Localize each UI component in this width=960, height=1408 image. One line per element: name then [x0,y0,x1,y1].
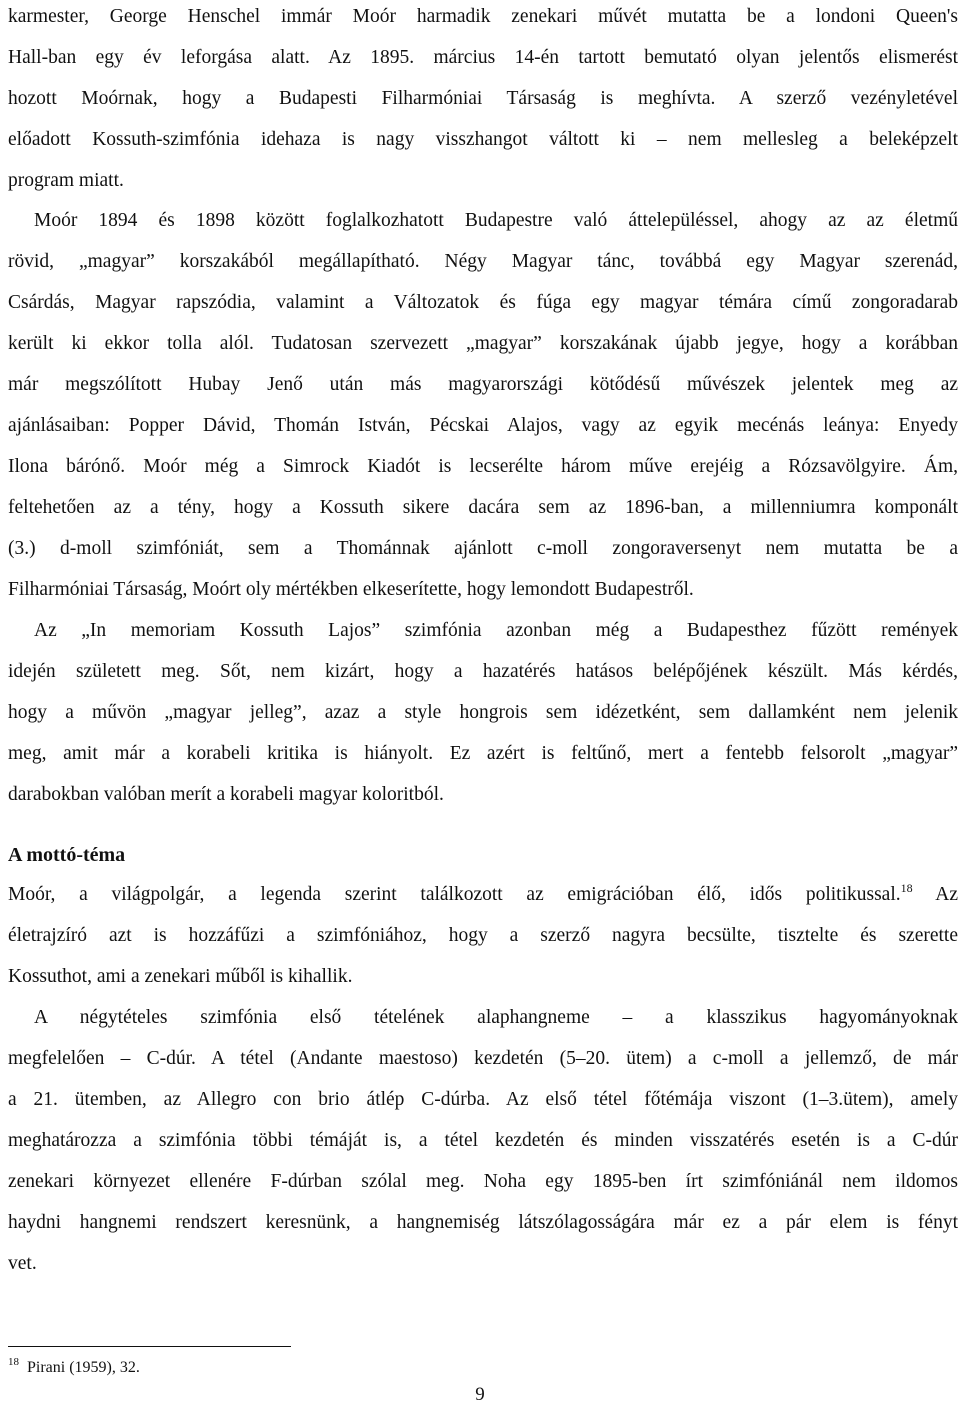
text-line: a 21. ütemben, az Allegro con brio átlép C-dúrba. Az első tétel főtémája viszont (1–3.ütem), amely [8,1089,958,1110]
text-line: meg, amit már a korabeli kritika is hiányolt. Ez azért is feltűnő, mert a fentebb felsorolt „magyar” [8,743,958,764]
text-line: életrajzíró azt is hozzáfűzi a szimfóniához, hogy a szerző nagyra becsülte, tisztelte és szerette [8,925,958,946]
text-line: darabokban valóban merít a korabeli magyar koloritból. [8,784,444,805]
text-line: Hall-ban egy év leforgása alatt. Az 1895. március 14-én tartott bemutató olyan jelentős elismerést [8,47,958,68]
text-line: Filharmóniai Társaság, Moórt oly mértékben elkeserítette, hogy lemondott Budapestről. [8,579,694,600]
text-line: vet. [8,1253,37,1274]
text-line: program miatt. [8,170,124,191]
page-number: 9 [475,1384,485,1405]
text-fragment: Az [935,884,958,905]
text-line: zenekari környezet ellenére F-dúrban szólal meg. Noha egy 1895-ben írt szimfóniánál nem ildomos [8,1171,958,1192]
text-line: rövid, „magyar” korszakából megállapítható. Négy Magyar tánc, továbbá egy Magyar szerenád, [8,251,958,272]
text-line: feltehetően az a tény, hogy a Kossuth sikere dacára sem az 1896-ban, a millenniumra komponált [8,497,958,518]
text-line: megfelelően – C-dúr. A tétel (Andante maestoso) kezdetén (5–20. ütem) a c-moll a jellemző, de már [8,1048,958,1069]
text-line: már megszólított Hubay Jenő után más magyarországi kötődésű művészek jelentek meg az [8,374,958,395]
section-heading: A mottó-téma [8,844,126,866]
text-line: haydni hangnemi rendszert keresnünk, a hangnemiség látszólagosságára már ez a pár elem is fényt [8,1212,958,1233]
text-line: Csárdás, Magyar rapszódia, valamint a Változatok és fúga egy magyar témára című zongoradarab [8,292,958,313]
footnote-mark: 18 [8,1356,19,1368]
text-line: hogy a művön „magyar jelleg”, azaz a style hongrois sem idézetként, sem dallamként nem jelenik [8,702,958,723]
text-line: Kossuthot, ami a zenekari műből is kihallik. [8,966,353,987]
footnote-separator [8,1346,291,1347]
text-line: meghatározza a szimfónia többi témáját is, a tétel kezdetén és minden visszatérés esetén is a C-dúr [8,1130,958,1151]
footnote-text: Pirani (1959), 32. [27,1359,140,1376]
text-line: karmester, George Henschel immár Moór harmadik zenekari művét mutatta be a londoni Queen's [8,6,958,27]
text-line [8,883,958,908]
text-line: került ki ekkor tolla alól. Tudatosan szervezett „magyar” korszakának újabb jegye, hogy a korábban [8,333,958,354]
text-line: Moór 1894 és 1898 között foglalkozhatott Budapestre való áttelepüléssel, ahogy az az életmű [34,210,958,231]
text-line: A négytételes szimfónia első tételének alaphangneme – a klasszikus hagyományoknak [34,1007,958,1028]
text-line: Az „In memoriam Kossuth Lajos” szimfónia azonban még a Budapesthez fűzött remények [34,620,958,641]
text-fragment: Moór, a világpolgár, a legenda szerint találkozott az emigrációban élő, idős politikussal. [8,884,901,905]
text-line: idején született meg. Sőt, nem kizárt, hogy a hazatérés hatásos belépőjének készült. Más kérdés, [8,661,958,682]
text-line: Ilona bárónő. Moór még a Simrock Kiadót is lecserélte három műve erejéig a Rózsavölgyire. Ám, [8,456,958,477]
text-line: ajánlásaiban: Popper Dávid, Thomán István, Pécskai Alajos, vagy az egyik mecénás leánya: Enyedy [8,415,958,436]
text-line: (3.) d-moll szimfóniát, sem a Thománnak ajánlott c-moll zongoraversenyt nem mutatta be a [8,538,958,559]
text-line: előadott Kossuth-szimfónia idehaza is nagy visszhangot váltott ki – nem mellesleg a beleképzelt [8,129,958,150]
footnote [8,1357,140,1380]
text-line: hozott Moórnak, hogy a Budapesti Filharmóniai Társaság is meghívta. A szerző vezényletével [8,88,958,109]
footnote-reference[interactable]: 18 [900,881,913,895]
